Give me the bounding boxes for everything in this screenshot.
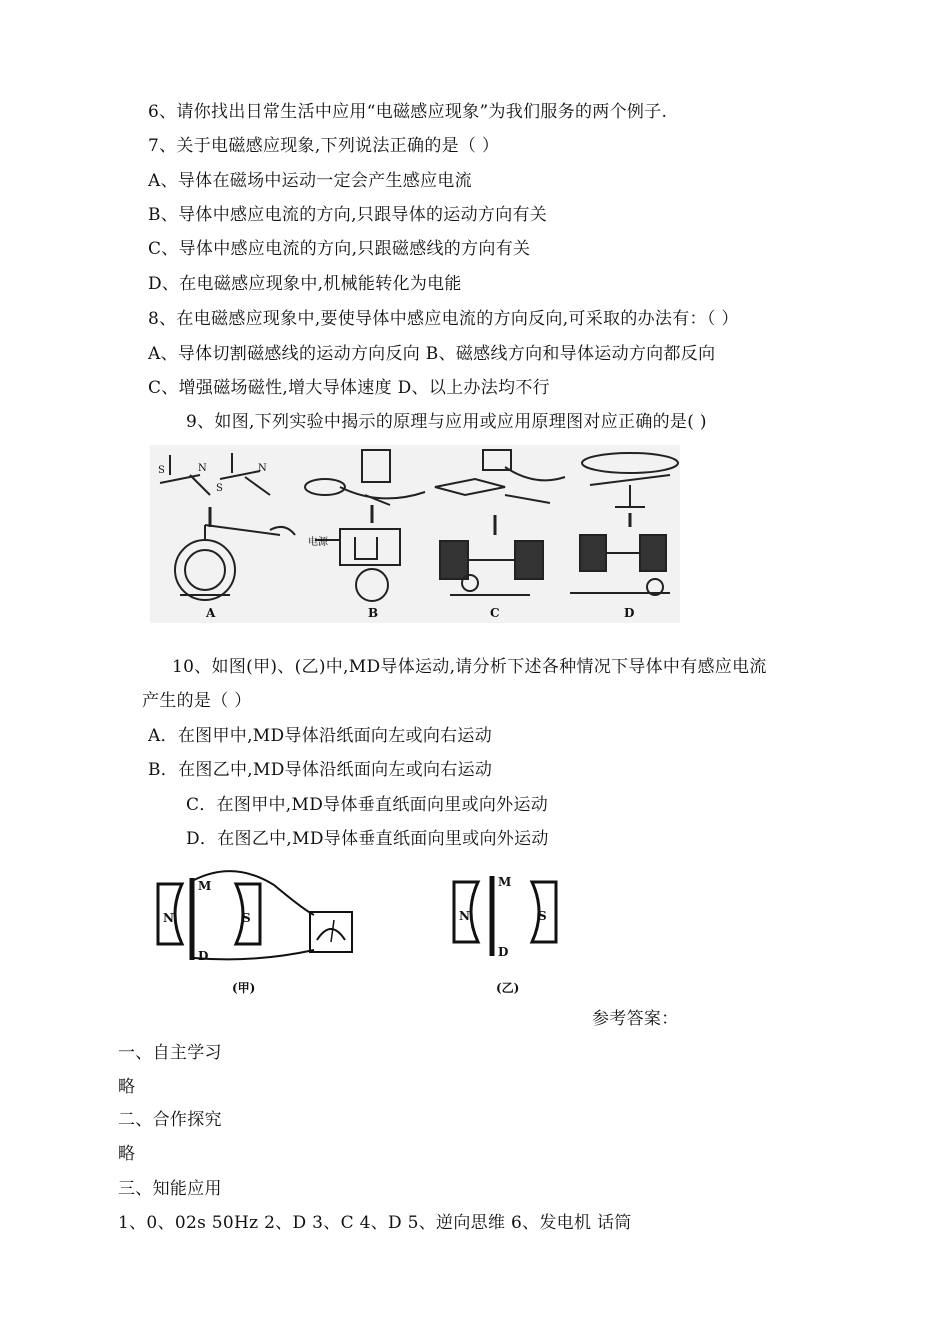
figure-label-small: N bbox=[258, 463, 267, 474]
figure-label-d: D bbox=[624, 606, 635, 620]
figure-yi-s-label: S bbox=[538, 909, 547, 923]
figure-yi-caption: (乙) bbox=[496, 981, 520, 995]
question-6: 6、请你找出日常生活中应用“电磁感应现象”为我们服务的两个例子. bbox=[148, 102, 668, 122]
answers-section-3: 三、知能应用 bbox=[118, 1179, 222, 1199]
answers-section-1: 一、自主学习 bbox=[118, 1043, 222, 1063]
question-10-stem-line-2: 产生的是（ ） bbox=[142, 691, 252, 711]
question-8-options-cd: C、增强磁场磁性,增大导体速度 D、以上办法均不行 bbox=[148, 378, 550, 398]
question-10-stem-line-1: 10、如图(甲)、(乙)中,MD导体运动,请分析下述各种情况下导体中有感应电流 bbox=[172, 657, 767, 677]
question-9-figure bbox=[150, 445, 680, 623]
figure-yi-n-label: N bbox=[459, 909, 470, 923]
answers-section-3-body: 1、0、02s 50Hz 2、D 3、C 4、D 5、逆向思维 6、发电机 话筒 bbox=[118, 1213, 632, 1233]
question-7-option-b: B、导体中感应电流的方向,只跟导体的运动方向有关 bbox=[148, 205, 548, 225]
figure-jia-m-label: M bbox=[198, 879, 212, 893]
figure-label-a: A bbox=[206, 606, 216, 620]
figure-jia-caption: (甲) bbox=[232, 981, 256, 995]
question-10-option-c: C．在图甲中,MD导体垂直纸面向里或向外运动 bbox=[186, 795, 549, 815]
figure-label-b: B bbox=[368, 606, 379, 620]
question-10-option-d: D．在图乙中,MD导体垂直纸面向里或向外运动 bbox=[186, 829, 549, 849]
question-7-option-d: D、在电磁感应现象中,机械能转化为电能 bbox=[148, 274, 462, 294]
figure-jia-d-label: D bbox=[198, 949, 209, 963]
question-7-option-a: A、导体在磁场中运动一定会产生感应电流 bbox=[148, 171, 472, 191]
question-7-option-c: C、导体中感应电流的方向,只跟磁感线的方向有关 bbox=[148, 239, 531, 259]
figure-yi-d-label: D bbox=[498, 945, 509, 959]
answers-section-2-body: 略 bbox=[118, 1144, 136, 1164]
answers-section-1-body: 略 bbox=[118, 1077, 136, 1097]
answers-title: 参考答案： bbox=[592, 1009, 679, 1029]
question-8-stem: 8、在电磁感应现象中,要使导体中感应电流的方向反向,可采取的办法有：（ ） bbox=[148, 309, 739, 329]
figure-jia-n-label: N bbox=[163, 911, 174, 925]
figure-jia bbox=[150, 870, 365, 1000]
figure-label-small: N bbox=[198, 463, 207, 474]
galvanometer-icon bbox=[310, 912, 352, 952]
question-10-option-b: B．在图乙中,MD导体沿纸面向左或向右运动 bbox=[148, 760, 493, 780]
question-7-stem: 7、关于电磁感应现象,下列说法正确的是（ ） bbox=[148, 136, 500, 156]
figure-label-small: S bbox=[158, 465, 165, 476]
answers-section-2: 二、合作探究 bbox=[118, 1110, 222, 1130]
question-8-options-ab: A、导体切割磁感线的运动方向反向 B、磁感线方向和导体运动方向都反向 bbox=[148, 344, 716, 364]
figure-label-c: C bbox=[490, 606, 500, 620]
question-9-stem: 9、如图,下列实验中揭示的原理与应用或应用原理图对应正确的是( ) bbox=[186, 412, 707, 432]
figure-label-small: 电源 bbox=[308, 537, 328, 548]
figure-yi bbox=[448, 870, 568, 1000]
question-10-option-a: A．在图甲中,MD导体沿纸面向左或向右运动 bbox=[148, 726, 493, 746]
figure-jia-s-label: S bbox=[242, 911, 251, 925]
figure-yi-m-label: M bbox=[498, 875, 512, 889]
figure-label-small: S bbox=[216, 483, 223, 494]
